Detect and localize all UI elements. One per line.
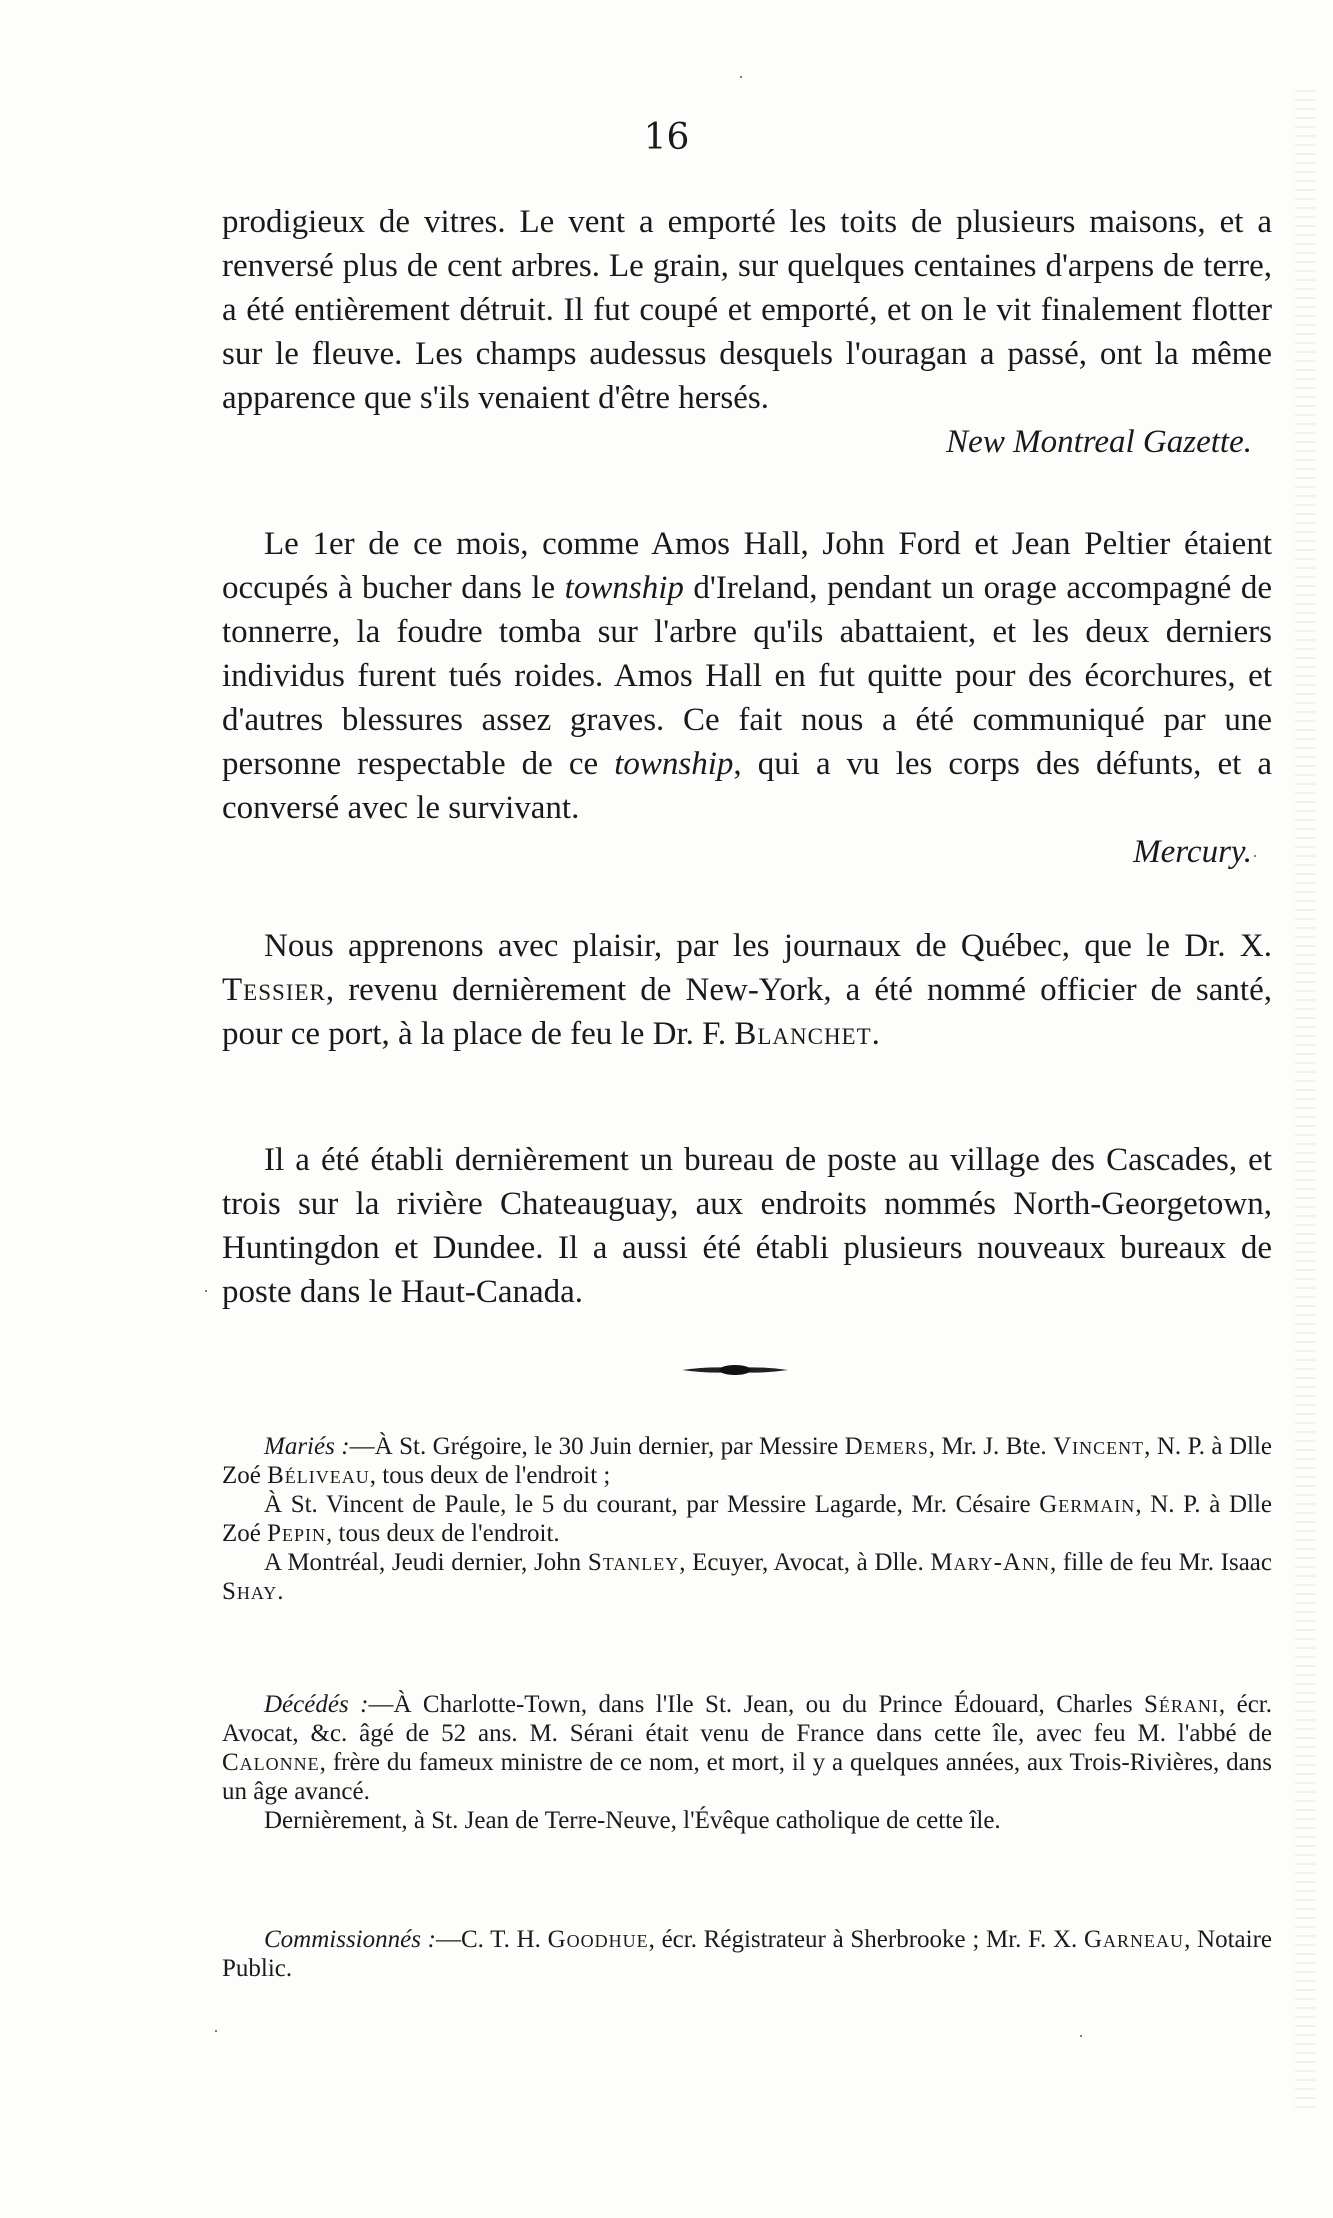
commissions-label: Commissionnés : — [264, 1926, 436, 1953]
article-storm-text: prodigieux de vitres. Le vent a emporté les toits de plusieurs maisons, et a renversé plus de cent arbres. Le grain, sur quelques centaines d'arpens de terre, a été entièrement détruit. Il fut coupé et emporté, et on le vit finalement flotter sur le fleuve. Les champs audessus desquels l'ouragan a passé, ont la même apparence que s'ils venaient d'être hersés. — [222, 204, 1272, 416]
article-lightning-township-2: township — [614, 746, 734, 782]
commission-text-a: —C. T. H. — [436, 1926, 548, 1953]
article-storm-source: New Montreal Gazette. — [946, 424, 1252, 460]
notices-commissions — [222, 1925, 1272, 1983]
name-vincent: Vincent — [1053, 1433, 1145, 1460]
name-germain: Germain — [1039, 1491, 1136, 1518]
notices-deaths — [222, 1690, 1272, 1835]
article-lightning-part3: , qui a vu les corps des défunts, et a conversé avec le survivant. — [222, 746, 1272, 826]
name-tessier: Tessier — [222, 972, 326, 1008]
death-entry-1 — [222, 1690, 1272, 1806]
article-lightning-text — [222, 522, 1272, 830]
death-1-text-c: , frère du fameux ministre de ce nom, et mort, il y a quelques années, aux Trois-Rivières, dans un âge avancé. — [222, 1749, 1272, 1805]
scan-speck — [1254, 855, 1256, 857]
article-health-officer — [222, 924, 1272, 1056]
marriage-1-text-d: , tous deux de l'endroit ; — [369, 1462, 611, 1489]
marriage-1-text-c: , N. P. à Dlle Zoé — [222, 1433, 1272, 1489]
marriages-label: Mariés : — [264, 1433, 350, 1460]
scan-edge-noise — [1295, 90, 1315, 2110]
article-lightning-part1: Le 1er de ce mois, comme Amos Hall, John Ford et Jean Peltier étaient occupés à bucher dans le — [222, 526, 1272, 606]
death-entry-2: Dernièrement, à St. Jean de Terre-Neuve, l'Évêque catholique de cette île. — [264, 1807, 1001, 1834]
article-lightning — [222, 522, 1272, 874]
commission-text-b: , écr. Régistrateur à Sherbrooke ; Mr. F. X. — [648, 1926, 1084, 1953]
marriage-2-text-a: À St. Vincent de Paule, le 5 du courant, par Messire Lagarde, Mr. Césaire — [264, 1491, 1040, 1518]
notices-marriages — [222, 1432, 1272, 1606]
name-blanchet: Blanchet — [734, 1016, 872, 1052]
article-health-part3: . — [871, 1016, 880, 1052]
name-beliveau: Béliveau — [267, 1462, 370, 1489]
marriage-entry-3 — [222, 1548, 1272, 1606]
name-calonne: Calonne — [222, 1749, 320, 1776]
scan-speck — [205, 1290, 207, 1292]
article-storm — [222, 200, 1272, 464]
article-health-part2: , revenu dernièrement de New-York, a été nommé officier de santé, pour ce port, à la place de feu le Dr. F. — [222, 972, 1272, 1052]
marriage-entry-2 — [222, 1490, 1272, 1548]
article-post-offices — [222, 1138, 1272, 1314]
marriage-1-text-b: , Mr. J. Bte. — [928, 1433, 1054, 1460]
article-lightning-source: Mercury. — [1133, 834, 1252, 870]
scan-speck — [215, 2030, 217, 2032]
name-stanley: Stanley — [587, 1549, 680, 1576]
name-serani: Sérani — [1144, 1691, 1219, 1718]
article-post-offices-text: Il a été établi dernièrement un bureau de poste au village des Cascades, et trois sur la rivière Chateauguay, aux endroits nommés North-Georgetown, Huntingdon et Dundee. Il a aussi été établi plusieurs nouveaux bureaux de poste dans le Haut-Canada. — [222, 1142, 1272, 1310]
marriage-1-text-a: —À St. Grégoire, le 30 Juin dernier, par Messire — [349, 1433, 845, 1460]
scan-speck — [740, 76, 742, 78]
name-mary-ann: Mary-Ann — [930, 1549, 1050, 1576]
name-goodhue: Goodhue — [547, 1926, 649, 1953]
marriage-3-text-d: . — [277, 1578, 284, 1605]
commission-entry — [222, 1925, 1272, 1983]
commission-text-c: , Notaire Public. — [222, 1926, 1272, 1982]
name-demers: Demers — [844, 1433, 929, 1460]
article-lightning-township-1: township — [564, 570, 684, 606]
name-garneau: Garneau — [1084, 1926, 1185, 1953]
scan-speck — [1080, 2035, 1082, 2037]
death-1-text-b: , écr. Avocat, &c. âgé de 52 ans. M. Sérani était venu de France dans cette île, avec feu M. l'abbé de — [222, 1691, 1272, 1747]
marriage-3-text-c: , fille de feu Mr. Isaac — [1049, 1549, 1272, 1576]
death-1-text-a: —À Charlotte-Town, dans l'Ile St. Jean, ou du Prince Édouard, Charles — [368, 1691, 1145, 1718]
article-lightning-part2: d'Ireland, pendant un orage accompagné de tonnerre, la foudre tomba sur l'arbre qu'ils abattaient, et les deux derniers individus furent tués roides. Amos Hall en fut quitte pour des écorchures, et d'autres blessures assez graves. Ce fait nous a été communiqué par une personne respectable de ce — [222, 570, 1272, 782]
article-health-officer-text — [222, 924, 1272, 1056]
page-number: 16 — [643, 117, 690, 158]
marriage-2-text-c: , tous deux de l'endroit. — [326, 1520, 560, 1547]
name-shay: Shay — [222, 1578, 278, 1605]
article-health-part1: Nous apprenons avec plaisir, par les journaux de Québec, que le Dr. X. — [264, 928, 1272, 964]
marriage-3-text-b: , Ecuyer, Avocat, à Dlle. — [679, 1549, 931, 1576]
ornament-divider — [680, 1360, 790, 1380]
name-pepin: Pepin — [267, 1520, 327, 1547]
marriage-entry-1 — [222, 1432, 1272, 1490]
deaths-label: Décédés : — [264, 1691, 369, 1718]
marriage-2-text-b: , N. P. à Dlle Zoé — [222, 1491, 1273, 1547]
marriage-3-text-a: A Montréal, Jeudi dernier, John — [264, 1549, 588, 1576]
